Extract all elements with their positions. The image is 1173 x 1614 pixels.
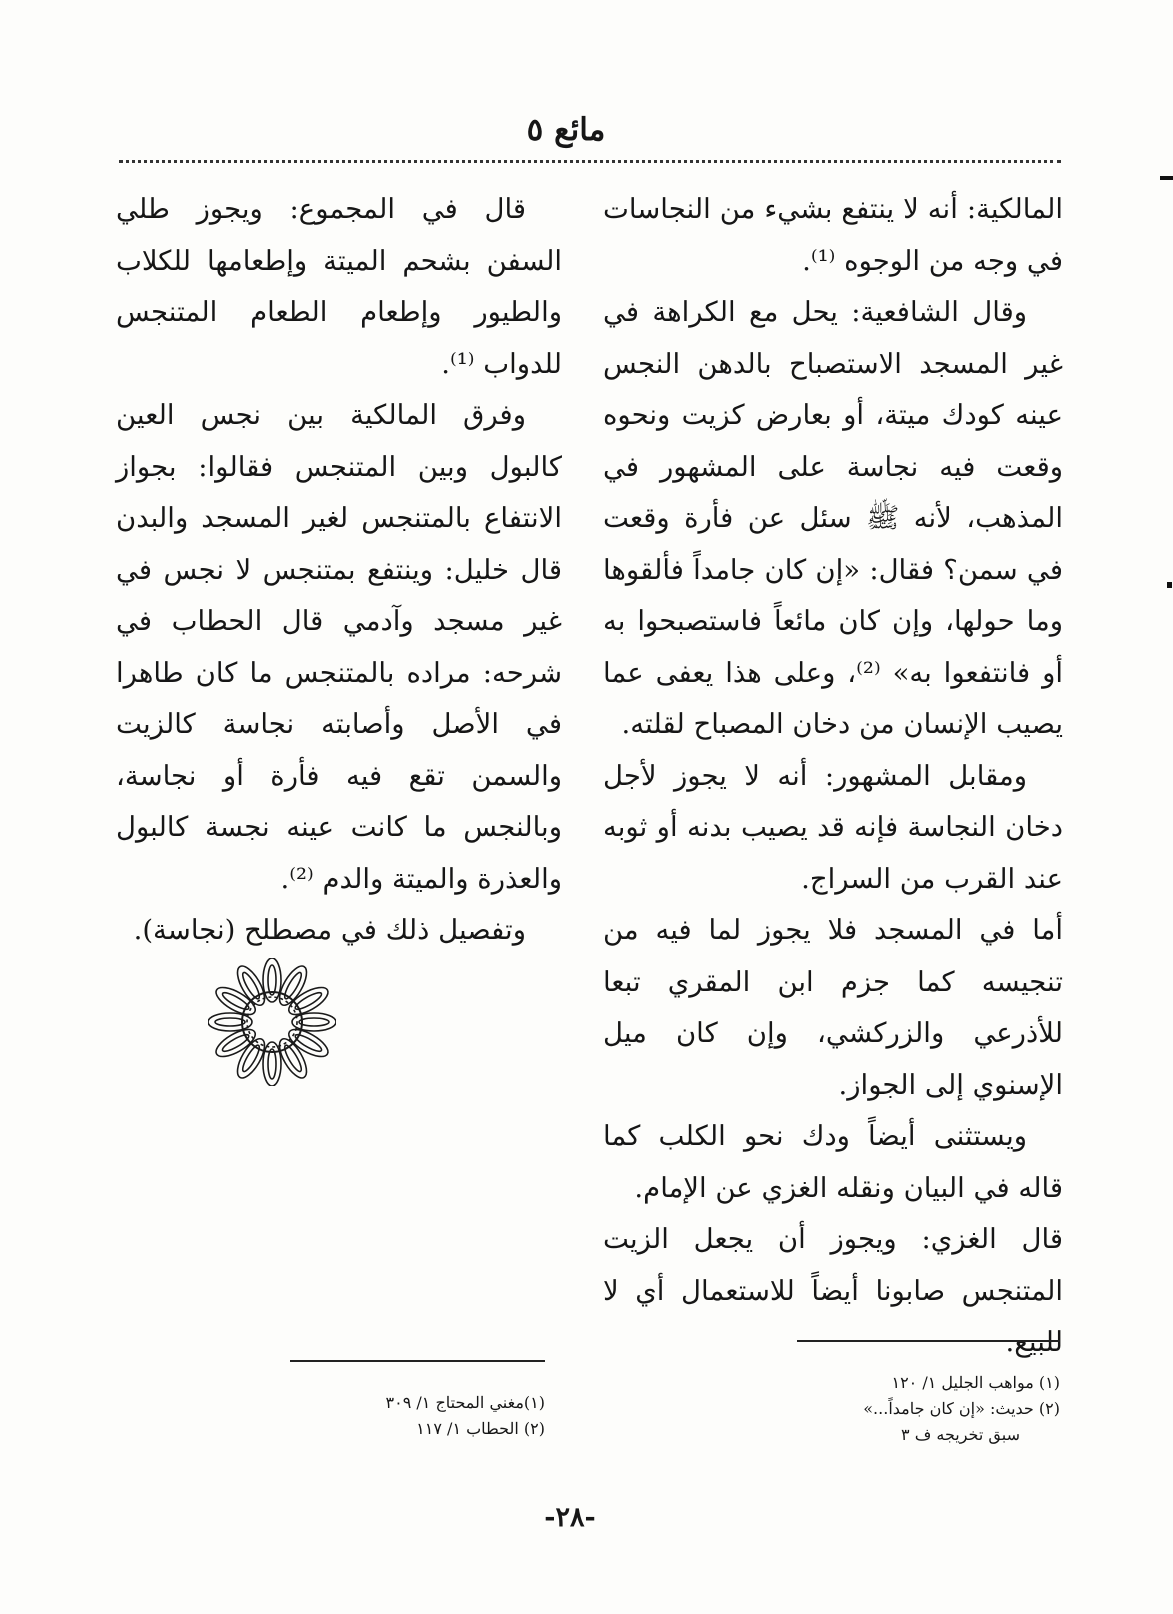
right-paragraph-1: المالكية: أنه لا ينتفع بشيء من النجاسات في وجه من الوجوه ⁽¹⁾. — [603, 193, 1063, 277]
scan-edge-mark — [1160, 176, 1173, 180]
star-rosette-icon — [208, 958, 336, 1086]
footnote-right-1: (١) مواهب الجليل ١/ ١٢٠ — [891, 1373, 1060, 1392]
left-column — [116, 184, 562, 957]
page-number: -٢٨- — [544, 1502, 596, 1533]
left-paragraph-2: وفرق المالكية بين نجس العين كالبول وبين المتنجس فقالوا: بجواز الانتفاع بالمتنجس لغير المسجد والبدن قال خليل: وينتفع بمتنجس لا نجس في غير مسجد وآدمي قال الحطاب في شرحه: مراده بالمتنجس ما كان طاهرا في الأصل وأصابته نجاسة كالزيت والسمن تقع فيه فأرة أو نجاسة، وبالنجس ما كانت عينه نجسة كالبول والعذرة والميتة والدم ⁽²⁾. — [116, 399, 562, 895]
footnotes-right — [760, 1370, 1060, 1448]
footnote-left-1: (١)مغني المحتاج ١/ ٣٠٩ — [385, 1393, 545, 1412]
footnotes-left — [300, 1390, 545, 1442]
right-paragraph-6: قال الغزي: ويجوز أن يجعل الزيت المتنجس صابونا أيضاً للاستعمال أي لا للبيع. — [603, 1223, 1063, 1358]
footnote-rule-left — [290, 1360, 545, 1362]
left-paragraph-1: قال في المجموع: ويجوز طلي السفن بشحم الميتة وإطعامها للكلاب والطيور وإطعام الطعام المتنجس للدواب ⁽¹⁾. — [116, 193, 562, 380]
scan-edge-mark — [1167, 582, 1172, 588]
right-column — [603, 184, 1063, 1369]
footnote-right-2: (٢) حديث: «إن كان جامداً...» — [863, 1399, 1060, 1418]
page-title: مائع ٥ — [526, 112, 606, 148]
right-paragraph-3: ومقابل المشهور: أنه لا يجوز لأجل دخان النجاسة فإنه قد يصيب بدنه أو ثوبه عند القرب من السراج. — [603, 759, 1063, 895]
right-paragraph-2: وقال الشافعية: يحل مع الكراهة في غير المسجد الاستصباح بالدهن النجس عينه كودك ميتة، أو بعارض كزيت ونحوه وقعت فيه نجاسة على المشهور في المذهب، لأنه ﷺ سئل عن فأرة وقعت في سمن؟ فقال: «إن كان جامداً فألقوها وما حولها، وإن كان مائعاً فاستصبحوا به أو فانتفعوا به» ⁽²⁾، وعلى هذا يعفى عما يصيب الإنسان من دخان المصباح لقلته. — [603, 296, 1063, 740]
footnote-right-3: سبق تخريجه ف ٣ — [901, 1425, 1020, 1444]
left-paragraph-3: وتفصيل ذلك في مصطلح (نجاسة). — [133, 914, 526, 946]
header-dotted-rule — [119, 160, 1061, 163]
footnote-left-2: (٢) الحطاب ١/ ١١٧ — [416, 1419, 545, 1438]
footnote-rule-right — [797, 1340, 1060, 1342]
right-paragraph-5: ويستثنى أيضاً ودك نحو الكلب كما قاله في البيان ونقله الغزي عن الإمام. — [603, 1120, 1063, 1204]
right-paragraph-4: أما في المسجد فلا يجوز لما فيه من تنجيسه كما جزم ابن المقري تبعا للأذرعي والزركشي، وإن كان ميل الإسنوي إلى الجواز. — [603, 914, 1063, 1101]
